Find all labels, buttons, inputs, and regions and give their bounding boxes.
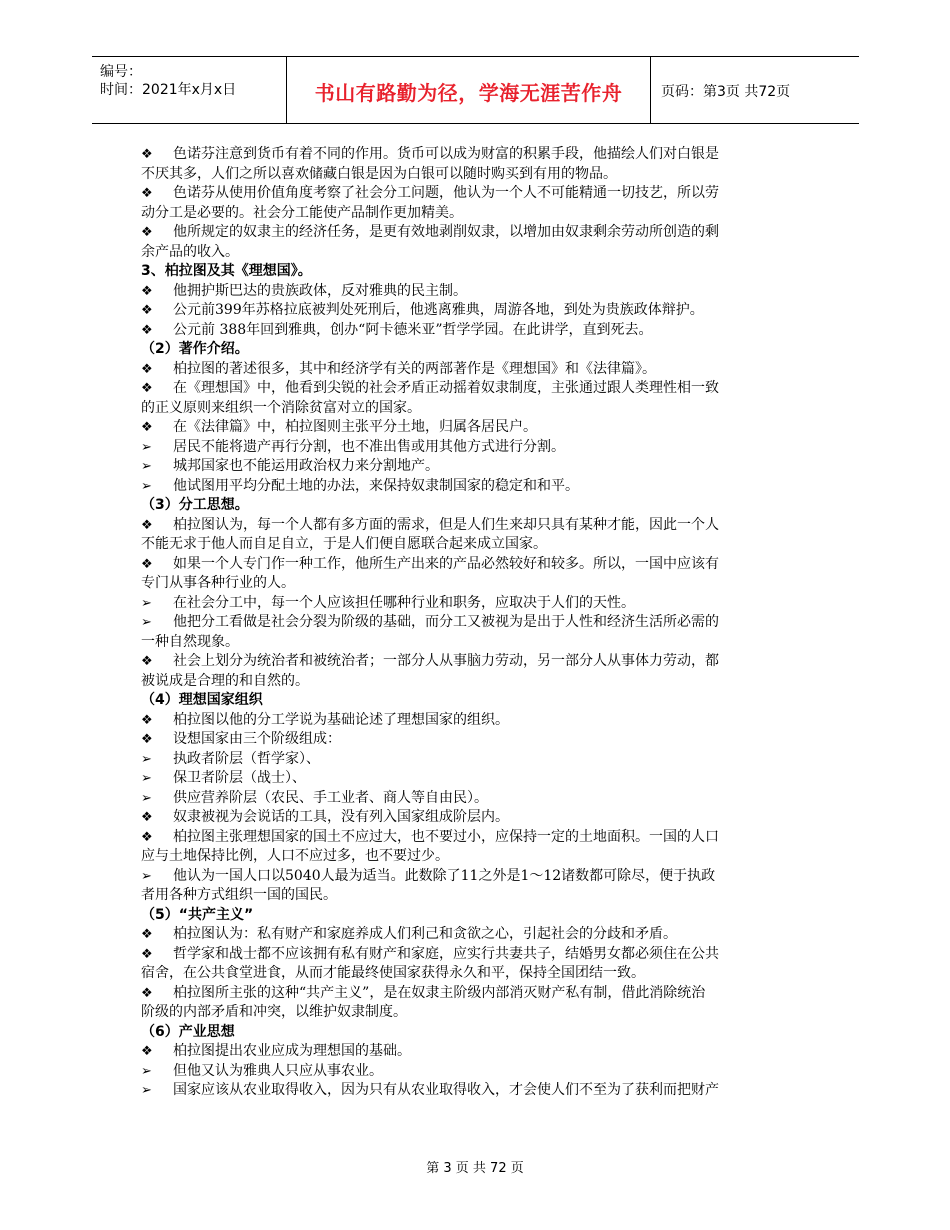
line-text: （6）产业思想 <box>141 1023 235 1040</box>
line-text: 在社会分工中，每一个人应该担任哪种行业和职务，应取决于人们的天性。 <box>173 594 635 611</box>
code-label: 编号： <box>100 64 142 80</box>
diamond-bullet-icon: ❖ <box>141 225 153 240</box>
diamond-bullet-icon: ❖ <box>141 985 153 1001</box>
arrow-bullet-icon: ➢ <box>141 868 152 884</box>
line-text: 国家应该从农业取得收入，因为只有从农业取得收入，才会使人们不至为了获利而把财产 <box>173 1082 719 1098</box>
line-text: 3、柏拉图及其《理想国》。 <box>141 263 312 279</box>
line-text: 者用各种方式组织一国的国民。 <box>141 887 337 903</box>
line-text: （4）理想国家组织 <box>141 692 263 708</box>
line-text: 不能无求于他人而自足自立，于是人们便自愿联合起来成立国家。 <box>141 536 547 552</box>
page-header <box>92 56 859 124</box>
line-text: 社会上划分为统治者和被统治者；一部分人从事脑力劳动，另一部分人从事体力劳动，都 <box>173 653 719 669</box>
paragraph-line <box>141 633 811 653</box>
page-footer: 第 3 页 共 72 页 <box>426 1161 524 1176</box>
diamond-bullet-icon: ❖ <box>141 420 153 435</box>
paragraph-line <box>141 711 811 731</box>
line-text: 居民不能将遗产再行分割，也不准出售或用其他方式进行分割。 <box>173 438 565 455</box>
motto-text: 书山有路勤为径，学海无涯苦作舟 <box>314 81 623 105</box>
paragraph-line <box>141 984 811 1004</box>
paragraph-line <box>141 360 811 380</box>
header-page-cell <box>651 57 859 123</box>
diamond-bullet-icon: ❖ <box>141 556 153 572</box>
line-text: （5）“共产主义” <box>141 906 254 923</box>
line-text: （2）著作介绍。 <box>141 341 249 357</box>
arrow-bullet-icon: ➢ <box>141 771 152 786</box>
diamond-bullet-icon: ❖ <box>141 712 153 728</box>
line-text: 他所规定的奴隶主的经济任务，是更有效地剥削奴隶，以增加由奴隶剩余劳动所创造的剩 <box>173 224 719 240</box>
arrow-bullet-icon: ➢ <box>141 751 152 767</box>
paragraph-line <box>141 165 811 185</box>
paragraph-line <box>141 847 811 867</box>
diamond-bullet-icon: ❖ <box>141 829 153 845</box>
line-text: 执政者阶层（哲学家）、 <box>173 750 320 767</box>
line-text: 柏拉图提出农业应成为理想国的基础。 <box>173 1043 411 1059</box>
diamond-bullet-icon: ❖ <box>141 654 153 669</box>
section-heading <box>141 691 811 711</box>
arrow-bullet-icon: ➢ <box>141 790 152 806</box>
arrow-bullet-icon: ➢ <box>141 1083 152 1098</box>
line-text: 保卫者阶层（战士）、 <box>173 770 306 786</box>
paragraph-line <box>141 672 811 692</box>
paragraph-line <box>141 730 811 750</box>
section-heading <box>141 906 811 926</box>
line-text: 色诺芬注意到货币有着不同的作用。货币可以成为财富的积累手段，他描绘人们对白银是 <box>173 146 719 162</box>
diamond-bullet-icon: ❖ <box>141 381 153 396</box>
diamond-bullet-icon: ❖ <box>141 927 153 942</box>
line-text: 公元前399年苏格拉底被判处死刑后，他逃离雅典，周游各地，到处为贵族政体辩护。 <box>173 302 704 318</box>
paragraph-line <box>141 1081 811 1101</box>
paragraph-line <box>141 184 811 204</box>
section-heading <box>141 1023 811 1043</box>
time-label: 时间：2021年x月x日 <box>100 82 237 98</box>
diamond-bullet-icon: ❖ <box>141 517 153 533</box>
diamond-bullet-icon: ❖ <box>141 186 153 201</box>
paragraph-line <box>141 399 811 419</box>
paragraph-line <box>141 867 811 887</box>
line-text: 他拥护斯巴达的贵族政体，反对雅典的民主制。 <box>173 282 467 299</box>
line-text: 他试图用平均分配土地的办法，来保持奴隶制国家的稳定和和平。 <box>173 477 579 494</box>
line-text: 但他又认为雅典人只应从事农业。 <box>173 1062 383 1079</box>
paragraph-line <box>141 418 811 438</box>
paragraph-line <box>141 945 811 965</box>
paragraph-line <box>141 1062 811 1082</box>
line-text: 应与土地保持比例，人口不应过多，也不要过少。 <box>141 848 449 864</box>
arrow-bullet-icon: ➢ <box>141 478 152 494</box>
paragraph-line <box>141 808 811 828</box>
diamond-bullet-icon: ❖ <box>141 732 153 747</box>
diamond-bullet-icon: ❖ <box>141 147 153 162</box>
paragraph-line <box>141 477 811 497</box>
paragraph-line <box>141 204 811 224</box>
arrow-bullet-icon: ➢ <box>141 615 152 630</box>
section-heading <box>141 340 811 360</box>
line-text: 柏拉图的著述很多，其中和经济学有关的两部著作是《理想国》和《法律篇》。 <box>173 360 656 377</box>
line-text: 阶级的内部矛盾和冲突，以维护奴隶制度。 <box>141 1004 407 1020</box>
line-text: 设想国家由三个阶级组成： <box>173 731 341 747</box>
header-motto-cell <box>287 57 651 123</box>
line-text: 宿舍，在公共食堂进食，从而才能最终使国家获得永久和平，保持全国团结一致。 <box>141 965 645 981</box>
paragraph-line <box>141 652 811 672</box>
diamond-bullet-icon: ❖ <box>141 810 153 825</box>
paragraph-line <box>141 457 811 477</box>
paragraph-line <box>141 438 811 458</box>
paragraph-line <box>141 964 811 984</box>
paragraph-line <box>141 555 811 575</box>
line-text: 供应营养阶层（农民、手工业者、商人等自由民）。 <box>173 789 488 806</box>
diamond-bullet-icon: ❖ <box>141 361 153 377</box>
paragraph-line <box>141 1042 811 1062</box>
paragraph-line <box>141 301 811 321</box>
line-text: 柏拉图认为：私有财产和家庭养成人们利己和贪欲之心，引起社会的分歧和矛盾。 <box>173 926 677 942</box>
line-text: 余产品的收入。 <box>141 243 239 260</box>
paragraph-line <box>141 243 811 263</box>
diamond-bullet-icon: ❖ <box>141 946 153 962</box>
paragraph-line <box>141 1003 811 1023</box>
diamond-bullet-icon: ❖ <box>141 303 153 318</box>
arrow-bullet-icon: ➢ <box>141 595 152 611</box>
line-text: 在《法律篇》中，柏拉图则主张平分土地，归属各居民户。 <box>173 419 537 435</box>
diamond-bullet-icon: ❖ <box>141 1044 153 1059</box>
line-text: 柏拉图以他的分工学说为基础论述了理想国家的组织。 <box>173 711 509 728</box>
paragraph-line <box>141 613 811 633</box>
line-text: 在《理想国》中，他看到尖锐的社会矛盾正动摇着奴隶制度，主张通过跟人类理性相一致 <box>173 380 719 396</box>
paragraph-line <box>141 925 811 945</box>
line-text: 一种自然现象。 <box>141 633 239 650</box>
paragraph-line <box>141 750 811 770</box>
line-text: 被说成是合理的和自然的。 <box>141 672 309 689</box>
line-text: 专门从事各种行业的人。 <box>141 575 295 591</box>
line-text: 柏拉图主张理想国家的国土不应过大，也不要过小，应保持一定的土地面积。一国的人口 <box>173 828 719 845</box>
paragraph-line <box>141 145 811 165</box>
header-page-label: 页码：第3页 共72页 <box>661 84 791 100</box>
paragraph-line <box>141 535 811 555</box>
line-text: 城邦国家也不能运用政治权力来分割地产。 <box>173 458 439 474</box>
line-text: 柏拉图所主张的这种“共产主义”，是在奴隶主阶级内部消灭财产私有制，借此消除统治 <box>173 984 706 1001</box>
line-text: 动分工是必要的。社会分工能使产品制作更加精美。 <box>141 204 463 221</box>
arrow-bullet-icon: ➢ <box>141 459 152 474</box>
document-body <box>141 145 811 1101</box>
paragraph-line <box>141 886 811 906</box>
line-text: 他认为一国人口以5040人最为适当。此数除了11之外是1～12诸数都可除尽，便于执政 <box>173 867 716 884</box>
line-text: 奴隶被视为会说话的工具，没有列入国家组成阶层内。 <box>173 809 509 825</box>
paragraph-line <box>141 516 811 536</box>
paragraph-line <box>141 769 811 789</box>
line-text: 柏拉图认为，每一个人都有多方面的需求，但是人们生来却只具有某种才能，因此一个人 <box>173 516 719 533</box>
arrow-bullet-icon: ➢ <box>141 439 152 455</box>
diamond-bullet-icon: ❖ <box>141 322 153 338</box>
line-text: （3）分工思想。 <box>141 497 249 513</box>
paragraph-line <box>141 379 811 399</box>
paragraph-line <box>141 574 811 594</box>
line-text: 如果一个人专门作一种工作，他所生产出来的产品必然较好和较多。所以，一国中应该有 <box>173 555 719 572</box>
paragraph-line <box>141 321 811 341</box>
line-text: 他把分工看做是社会分裂为阶级的基础，而分工又被视为是出于人性和经济生活所必需的 <box>173 614 719 630</box>
header-info-cell <box>92 57 287 123</box>
paragraph-line <box>141 789 811 809</box>
line-text: 公元前 388年回到雅典，创办“阿卡德米亚”哲学学园。在此讲学，直到死去。 <box>173 321 653 338</box>
arrow-bullet-icon: ➢ <box>141 1063 152 1079</box>
line-text: 不厌其多，人们之所以喜欢储藏白银是因为白银可以随时购买到有用的物品。 <box>141 165 617 182</box>
section-heading <box>141 262 811 282</box>
paragraph-line <box>141 828 811 848</box>
line-text: 哲学家和战士都不应该拥有私有财产和家庭，应实行共妻共子，结婚男女都必须住在公共 <box>173 945 719 962</box>
paragraph-line <box>141 594 811 614</box>
line-text: 色诺芬从使用价值角度考察了社会分工问题，他认为一个人不可能精通一切技艺，所以劳 <box>173 185 719 201</box>
diamond-bullet-icon: ❖ <box>141 283 153 299</box>
paragraph-line <box>141 223 811 243</box>
section-heading <box>141 496 811 516</box>
paragraph-line <box>141 282 811 302</box>
line-text: 的正义原则来组织一个消除贫富对立的国家。 <box>141 399 421 416</box>
